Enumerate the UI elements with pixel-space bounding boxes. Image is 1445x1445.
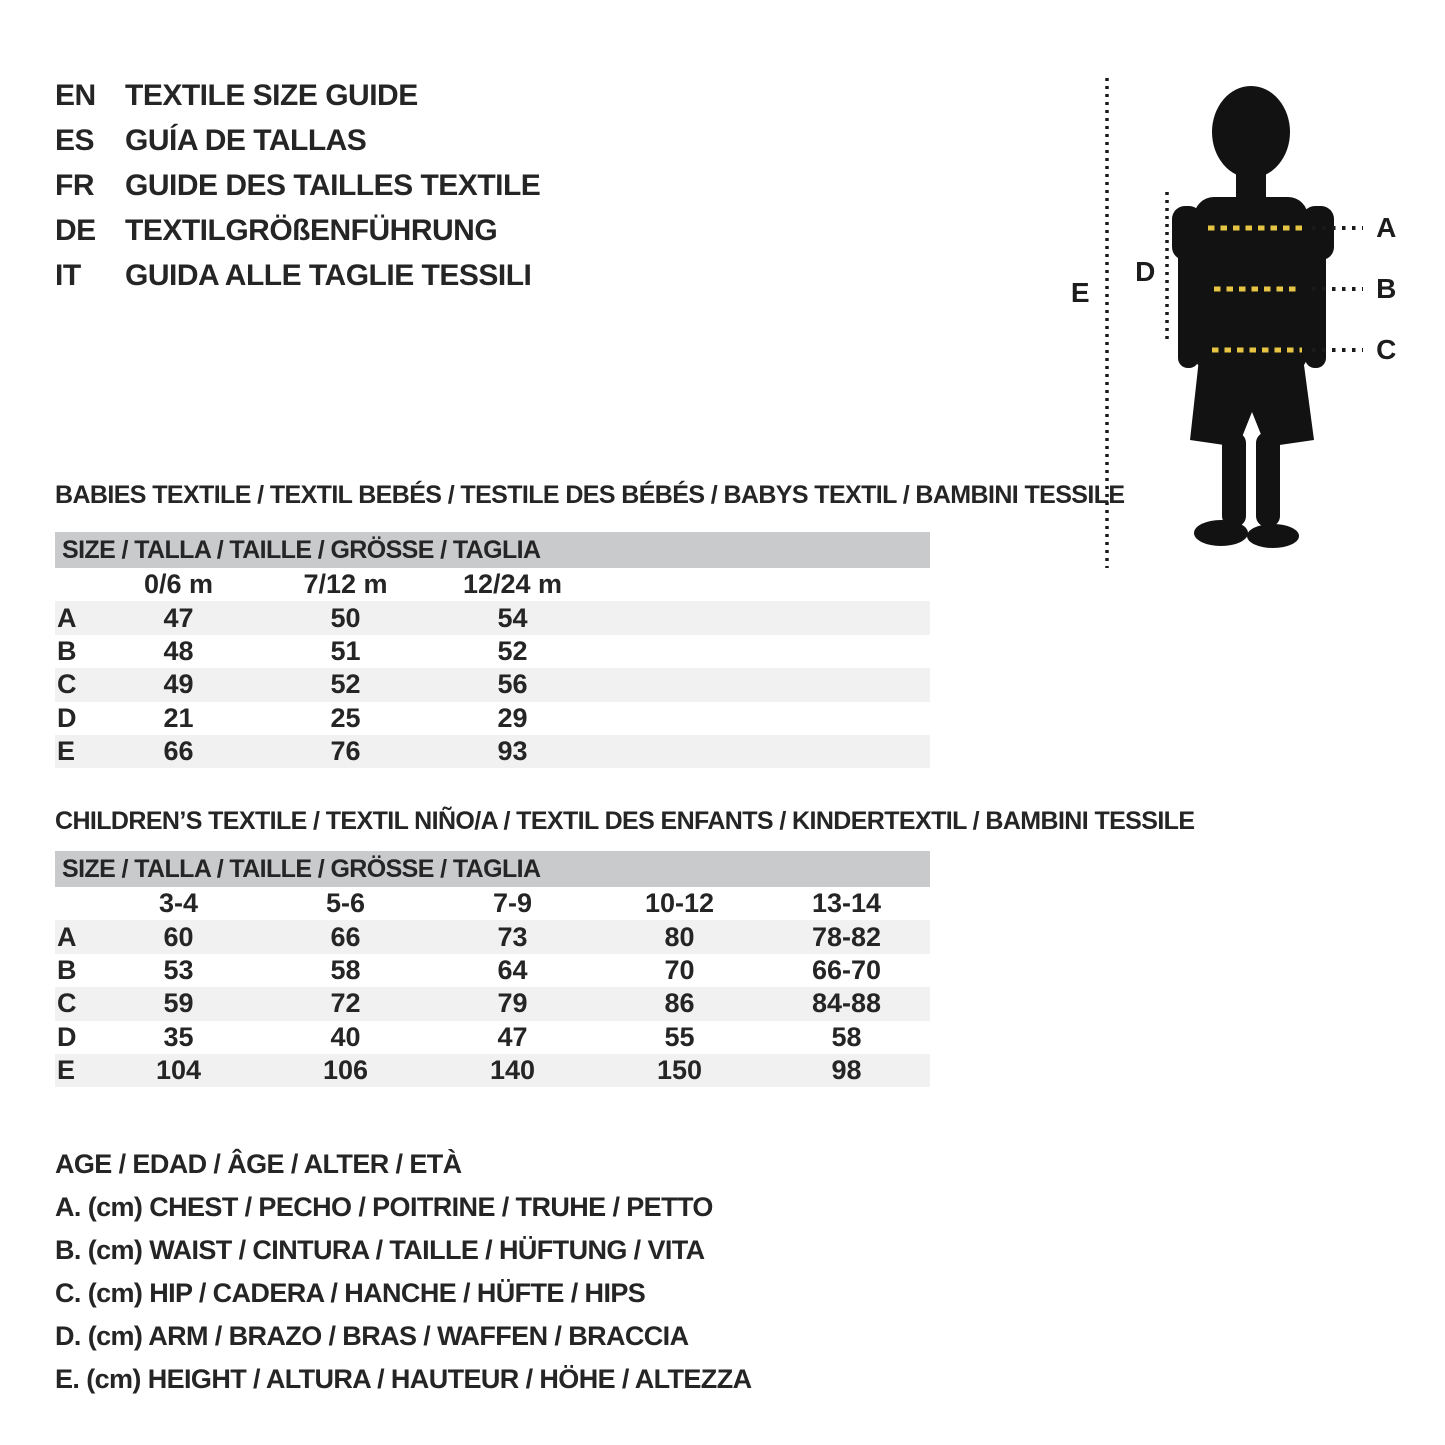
table-cell: 25 bbox=[330, 702, 361, 733]
guide-title-es: GUÍA DE TALLAS bbox=[125, 123, 367, 157]
table-cell: 52 bbox=[330, 669, 361, 700]
babies-column-header-row bbox=[55, 568, 930, 601]
table-cell: 93 bbox=[497, 736, 528, 767]
row-label: E bbox=[57, 1055, 76, 1086]
language-row-en bbox=[55, 73, 540, 118]
figure-label-a: A bbox=[1376, 212, 1396, 243]
babies-size-header-bar bbox=[55, 532, 930, 568]
legend-chest-line: A. (cm) CHEST / PECHO / POITRINE / TRUHE / PETTO bbox=[55, 1192, 713, 1222]
row-label: A bbox=[57, 602, 77, 633]
row-label: D bbox=[57, 1021, 77, 1052]
language-code: FR bbox=[55, 168, 94, 202]
table-cell: 64 bbox=[497, 954, 528, 985]
language-row-it bbox=[55, 253, 540, 298]
language-code: EN bbox=[55, 78, 96, 112]
column-header: 10-12 bbox=[644, 888, 715, 919]
row-label: B bbox=[57, 635, 77, 666]
table-cell: 29 bbox=[497, 702, 528, 733]
table-cell: 47 bbox=[497, 1021, 528, 1052]
table-cell: 140 bbox=[489, 1055, 536, 1086]
figure-label-e: E bbox=[1070, 277, 1090, 308]
table-cell: 80 bbox=[664, 921, 695, 952]
row-label: C bbox=[57, 669, 77, 700]
language-code: ES bbox=[55, 123, 95, 157]
figure-label-b: B bbox=[1376, 273, 1396, 304]
table-cell: 72 bbox=[330, 988, 361, 1019]
table-cell: 60 bbox=[163, 921, 194, 952]
column-header: 3-4 bbox=[158, 888, 199, 919]
table-cell: 48 bbox=[163, 635, 194, 666]
row-label: A bbox=[57, 921, 77, 952]
row-label: D bbox=[57, 702, 77, 733]
table-cell: 86 bbox=[664, 988, 695, 1019]
legend-waist-line: B. (cm) WAIST / CINTURA / TAILLE / HÜFTUNG / VITA bbox=[55, 1235, 705, 1265]
size-header-label: SIZE / TALLA / TAILLE / GRÖSSE / TAGLIA bbox=[62, 854, 541, 883]
row-label: B bbox=[57, 954, 77, 985]
table-cell: 66 bbox=[163, 736, 194, 767]
table-cell: 40 bbox=[330, 1021, 361, 1052]
table-row bbox=[55, 702, 930, 735]
table-row bbox=[55, 1054, 930, 1087]
column-header: 0/6 m bbox=[143, 569, 214, 600]
child-silhouette-diagram bbox=[1040, 60, 1445, 600]
guide-title-fr: GUIDE DES TAILLES TEXTILE bbox=[125, 168, 541, 202]
column-header: 7-9 bbox=[492, 888, 533, 919]
table-cell: 66-70 bbox=[811, 954, 882, 985]
table-row bbox=[55, 735, 930, 768]
language-titles bbox=[55, 73, 540, 298]
table-row bbox=[55, 920, 930, 953]
language-code: DE bbox=[55, 213, 96, 247]
row-label: E bbox=[57, 736, 76, 767]
babies-section-heading: BABIES TEXTILE / TEXTIL BEBÉS / TESTILE DES BÉBÉS / BABYS TEXTIL / BAMBINI TESSILE bbox=[55, 481, 1125, 509]
table-cell: 53 bbox=[163, 954, 194, 985]
legend-arm-line: D. (cm) ARM / BRAZO / BRAS / WAFFEN / BRACCIA bbox=[55, 1321, 689, 1351]
size-header-label: SIZE / TALLA / TAILLE / GRÖSSE / TAGLIA bbox=[62, 535, 541, 564]
table-cell: 66 bbox=[330, 921, 361, 952]
table-cell: 47 bbox=[163, 602, 194, 633]
language-row-es bbox=[55, 118, 540, 163]
table-row bbox=[55, 954, 930, 987]
table-cell: 84-88 bbox=[811, 988, 882, 1019]
language-row-fr bbox=[55, 163, 540, 208]
guide-title-de: TEXTILGRÖßENFÜHRUNG bbox=[125, 213, 498, 247]
table-row bbox=[55, 635, 930, 668]
column-header: 5-6 bbox=[325, 888, 366, 919]
table-cell: 52 bbox=[497, 635, 528, 666]
table-cell: 150 bbox=[656, 1055, 703, 1086]
children-column-header-row bbox=[55, 887, 930, 920]
table-cell: 21 bbox=[163, 702, 194, 733]
table-cell: 58 bbox=[831, 1021, 862, 1052]
column-header: 12/24 m bbox=[462, 569, 563, 600]
figure-label-c: C bbox=[1376, 334, 1396, 365]
table-cell: 73 bbox=[497, 921, 528, 952]
measurement-legend bbox=[55, 1143, 751, 1401]
table-row bbox=[55, 987, 930, 1020]
legend-height-line: E. (cm) HEIGHT / ALTURA / HAUTEUR / HÖHE / ALTEZZA bbox=[55, 1364, 752, 1394]
table-cell: 54 bbox=[497, 602, 528, 633]
guide-title-en: TEXTILE SIZE GUIDE bbox=[125, 78, 418, 112]
table-row bbox=[55, 668, 930, 701]
table-cell: 49 bbox=[163, 669, 194, 700]
table-row bbox=[55, 601, 930, 634]
table-cell: 98 bbox=[831, 1055, 862, 1086]
table-cell: 79 bbox=[497, 988, 528, 1019]
table-row bbox=[55, 1021, 930, 1054]
legend-age-line: AGE / EDAD / ÂGE / ALTER / ETÀ bbox=[55, 1149, 462, 1179]
table-cell: 50 bbox=[330, 602, 361, 633]
figure-label-d: D bbox=[1135, 256, 1155, 287]
table-cell: 106 bbox=[322, 1055, 369, 1086]
column-header: 7/12 m bbox=[303, 569, 388, 600]
children-size-table bbox=[55, 851, 930, 1087]
table-cell: 56 bbox=[497, 669, 528, 700]
table-cell: 78-82 bbox=[811, 921, 882, 952]
table-cell: 55 bbox=[664, 1021, 695, 1052]
legend-hip-line: C. (cm) HIP / CADERA / HANCHE / HÜFTE / HIPS bbox=[55, 1278, 646, 1308]
child-silhouette bbox=[1172, 86, 1334, 548]
table-cell: 59 bbox=[163, 988, 194, 1019]
table-cell: 70 bbox=[664, 954, 695, 985]
column-header: 13-14 bbox=[811, 888, 882, 919]
table-cell: 58 bbox=[330, 954, 361, 985]
table-cell: 104 bbox=[155, 1055, 202, 1086]
babies-size-table bbox=[55, 532, 930, 768]
children-size-header-bar bbox=[55, 851, 930, 887]
table-cell: 35 bbox=[163, 1021, 194, 1052]
table-cell: 76 bbox=[330, 736, 361, 767]
language-code: IT bbox=[55, 258, 81, 292]
measurement-figure bbox=[1040, 60, 1445, 600]
table-cell: 51 bbox=[330, 635, 361, 666]
children-section-heading: CHILDREN’S TEXTILE / TEXTIL NIÑO/A / TEXTIL DES ENFANTS / KINDERTEXTIL / BAMBINI TESSILE bbox=[55, 807, 1195, 835]
guide-title-it: GUIDA ALLE TAGLIE TESSILI bbox=[125, 258, 532, 292]
language-row-de bbox=[55, 208, 540, 253]
row-label: C bbox=[57, 988, 77, 1019]
